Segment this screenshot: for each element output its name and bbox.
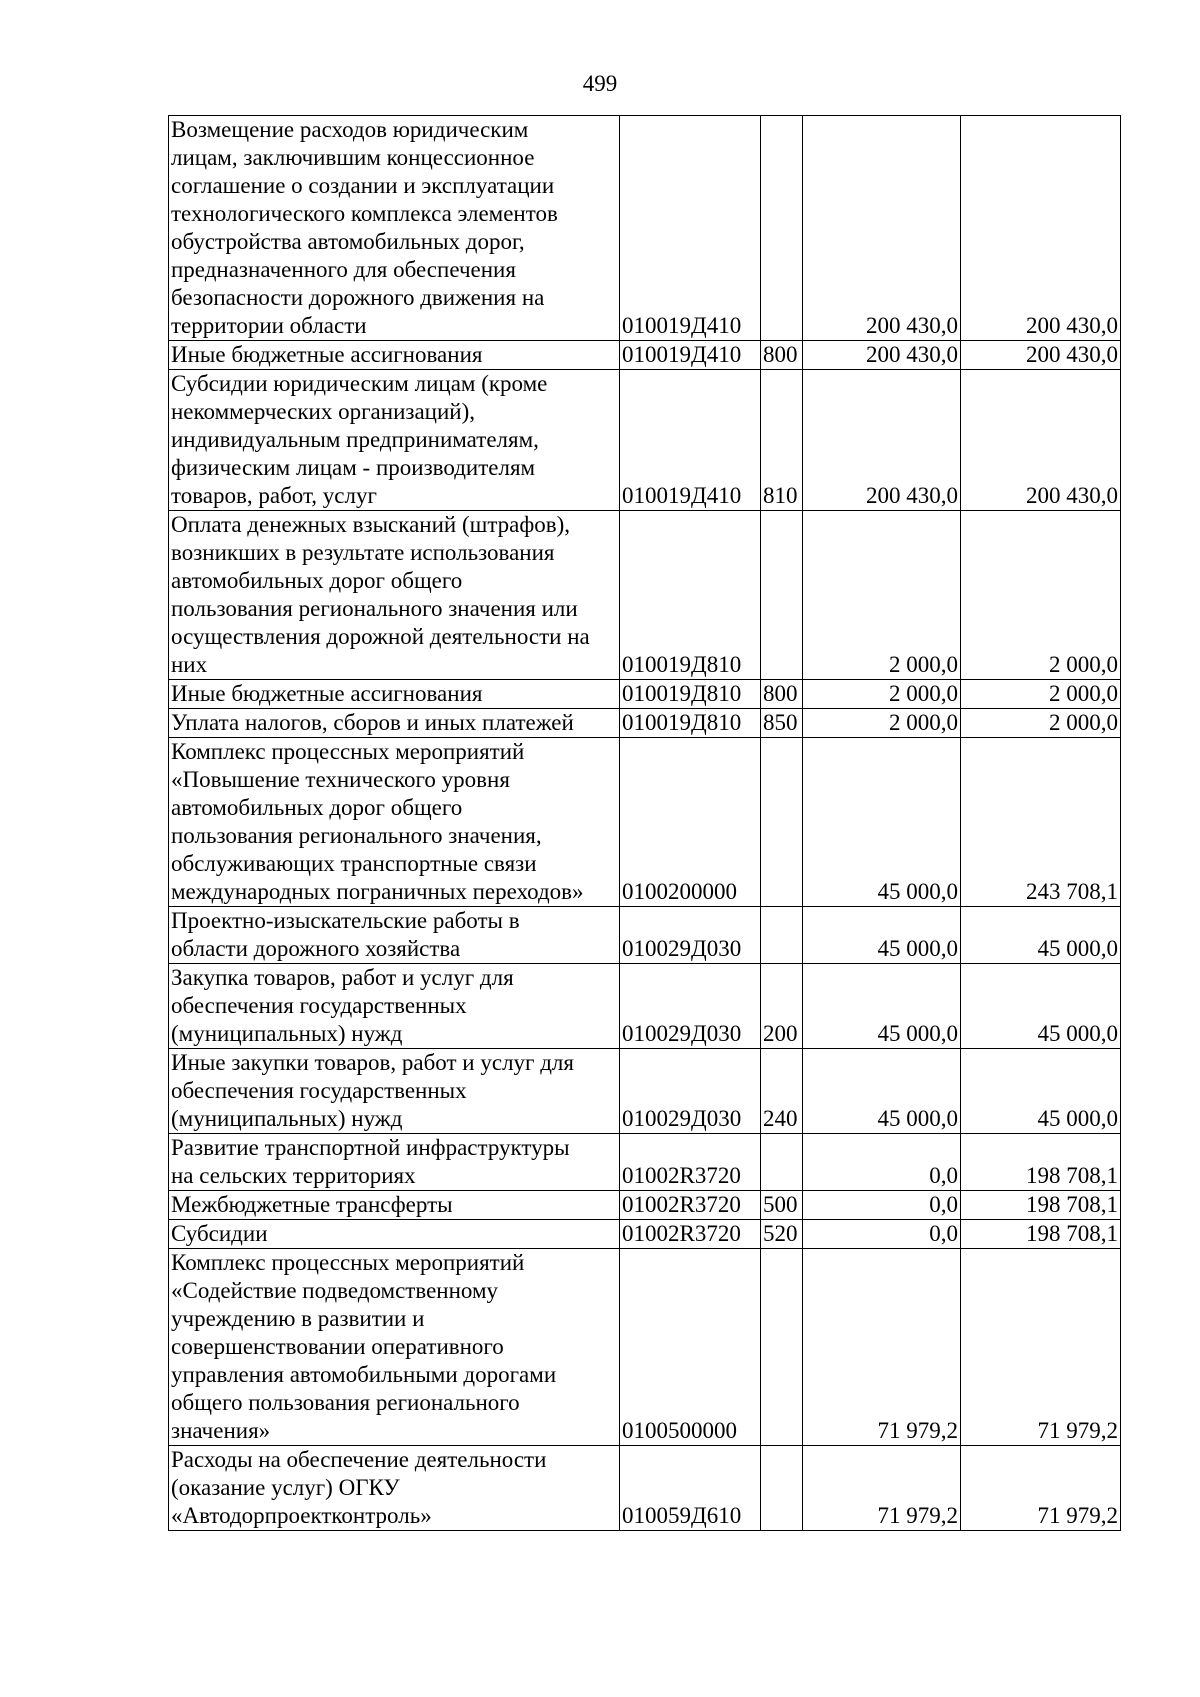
row-amount-year1: 45 000,0: [803, 738, 961, 907]
table-row: [169, 116, 1121, 341]
row-amount-year2: 200 430,0: [961, 116, 1121, 341]
row-expense-type: [761, 907, 803, 964]
budget-table: [168, 115, 1121, 1531]
row-name: Возмещение расходов юридическим лицам, заключившим концессионное соглашение о создании и эксплуатации технологического комплекса элементов обустройства автомобильных дорог, предназначенного для обеспечения безопасности дорожного движения на территории области: [169, 116, 620, 341]
row-amount-year1: 200 430,0: [803, 116, 961, 341]
row-expense-type: 240: [761, 1049, 803, 1134]
row-name: Межбюджетные трансферты: [169, 1191, 620, 1220]
row-name: Развитие транспортной инфраструктуры на сельских территориях: [169, 1134, 620, 1191]
table-row: [169, 1220, 1121, 1249]
row-name: Проектно-изыскательские работы в области дорожного хозяйства: [169, 907, 620, 964]
row-name: Уплата налогов, сборов и иных платежей: [169, 709, 620, 738]
row-amount-year1: 0,0: [803, 1220, 961, 1249]
row-name: Иные бюджетные ассигнования: [169, 680, 620, 709]
row-amount-year2: 71 979,2: [961, 1249, 1121, 1446]
row-amount-year2: 200 430,0: [961, 341, 1121, 370]
row-name: Иные закупки товаров, работ и услуг для обеспечения государственных (муниципальных) нужд: [169, 1049, 620, 1134]
row-name: Расходы на обеспечение деятельности (оказание услуг) ОГКУ «Автодорпроектконтроль»: [169, 1446, 620, 1531]
row-target-code: 010029Д030: [620, 964, 761, 1049]
row-amount-year2: 45 000,0: [961, 1049, 1121, 1134]
row-amount-year1: 0,0: [803, 1191, 961, 1220]
table-row: [169, 738, 1121, 907]
row-target-code: 010019Д410: [620, 116, 761, 341]
row-amount-year2: 45 000,0: [961, 964, 1121, 1049]
table-row: [169, 1049, 1121, 1134]
row-expense-type: 810: [761, 370, 803, 511]
row-target-code: 010029Д030: [620, 907, 761, 964]
row-target-code: 01002R3720: [620, 1134, 761, 1191]
row-name: Закупка товаров, работ и услуг для обеспечения государственных (муниципальных) нужд: [169, 964, 620, 1049]
row-target-code: 01002R3720: [620, 1220, 761, 1249]
row-amount-year1: 200 430,0: [803, 341, 961, 370]
row-target-code: 010019Д410: [620, 370, 761, 511]
row-amount-year2: 2 000,0: [961, 511, 1121, 680]
table-row: [169, 341, 1121, 370]
row-target-code: 010019Д810: [620, 709, 761, 738]
row-amount-year1: 71 979,2: [803, 1249, 961, 1446]
table-row: [169, 1134, 1121, 1191]
row-amount-year1: 45 000,0: [803, 1049, 961, 1134]
row-target-code: 010019Д410: [620, 341, 761, 370]
row-amount-year2: 198 708,1: [961, 1220, 1121, 1249]
row-expense-type: [761, 1134, 803, 1191]
row-amount-year1: 45 000,0: [803, 964, 961, 1049]
row-name: Комплекс процессных мероприятий «Повышение технического уровня автомобильных дорог общего пользования регионального значения, обслуживающих транспортные связи международных пограничных переходов»: [169, 738, 620, 907]
row-amount-year2: 2 000,0: [961, 680, 1121, 709]
row-amount-year1: 2 000,0: [803, 709, 961, 738]
row-amount-year2: 243 708,1: [961, 738, 1121, 907]
row-target-code: 010019Д810: [620, 680, 761, 709]
table-row: [169, 680, 1121, 709]
table-row: [169, 907, 1121, 964]
row-expense-type: [761, 1249, 803, 1446]
row-expense-type: [761, 1446, 803, 1531]
row-amount-year2: 2 000,0: [961, 709, 1121, 738]
page-number: 499: [582, 71, 618, 96]
row-amount-year2: 45 000,0: [961, 907, 1121, 964]
row-target-code: 010029Д030: [620, 1049, 761, 1134]
row-expense-type: [761, 738, 803, 907]
row-name: Оплата денежных взысканий (штрафов), возникших в результате использования автомобильных дорог общего пользования регионального значения или осуществления дорожной деятельности на них: [169, 511, 620, 680]
row-target-code: 010059Д610: [620, 1446, 761, 1531]
row-amount-year1: 200 430,0: [803, 370, 961, 511]
row-expense-type: 500: [761, 1191, 803, 1220]
row-amount-year2: 198 708,1: [961, 1134, 1121, 1191]
table-row: [169, 511, 1121, 680]
row-amount-year2: 200 430,0: [961, 370, 1121, 511]
row-name: Субсидии юридическим лицам (кроме некоммерческих организаций), индивидуальным предпринимателям, физическим лицам - производителям товаров, работ, услуг: [169, 370, 620, 511]
table-row: [169, 1446, 1121, 1531]
row-expense-type: 800: [761, 341, 803, 370]
row-amount-year2: 71 979,2: [961, 1446, 1121, 1531]
row-expense-type: 850: [761, 709, 803, 738]
row-name: Иные бюджетные ассигнования: [169, 341, 620, 370]
table-row: [169, 370, 1121, 511]
row-target-code: 010019Д810: [620, 511, 761, 680]
row-expense-type: 800: [761, 680, 803, 709]
row-expense-type: 200: [761, 964, 803, 1049]
row-target-code: 0100200000: [620, 738, 761, 907]
row-amount-year1: 0,0: [803, 1134, 961, 1191]
row-expense-type: [761, 116, 803, 341]
row-target-code: 01002R3720: [620, 1191, 761, 1220]
row-target-code: 0100500000: [620, 1249, 761, 1446]
row-amount-year1: 71 979,2: [803, 1446, 961, 1531]
table-row: [169, 964, 1121, 1049]
row-name: Субсидии: [169, 1220, 620, 1249]
table-row: [169, 1249, 1121, 1446]
row-name: Комплекс процессных мероприятий «Содействие подведомственному учреждению в развитии и совершенствовании оперативного управления автомобильными дорогами общего пользования регионального значения»: [169, 1249, 620, 1446]
table-row: [169, 1191, 1121, 1220]
row-amount-year2: 198 708,1: [961, 1191, 1121, 1220]
table-row: [169, 709, 1121, 738]
row-expense-type: [761, 511, 803, 680]
row-amount-year1: 2 000,0: [803, 680, 961, 709]
row-expense-type: 520: [761, 1220, 803, 1249]
row-amount-year1: 2 000,0: [803, 511, 961, 680]
row-amount-year1: 45 000,0: [803, 907, 961, 964]
